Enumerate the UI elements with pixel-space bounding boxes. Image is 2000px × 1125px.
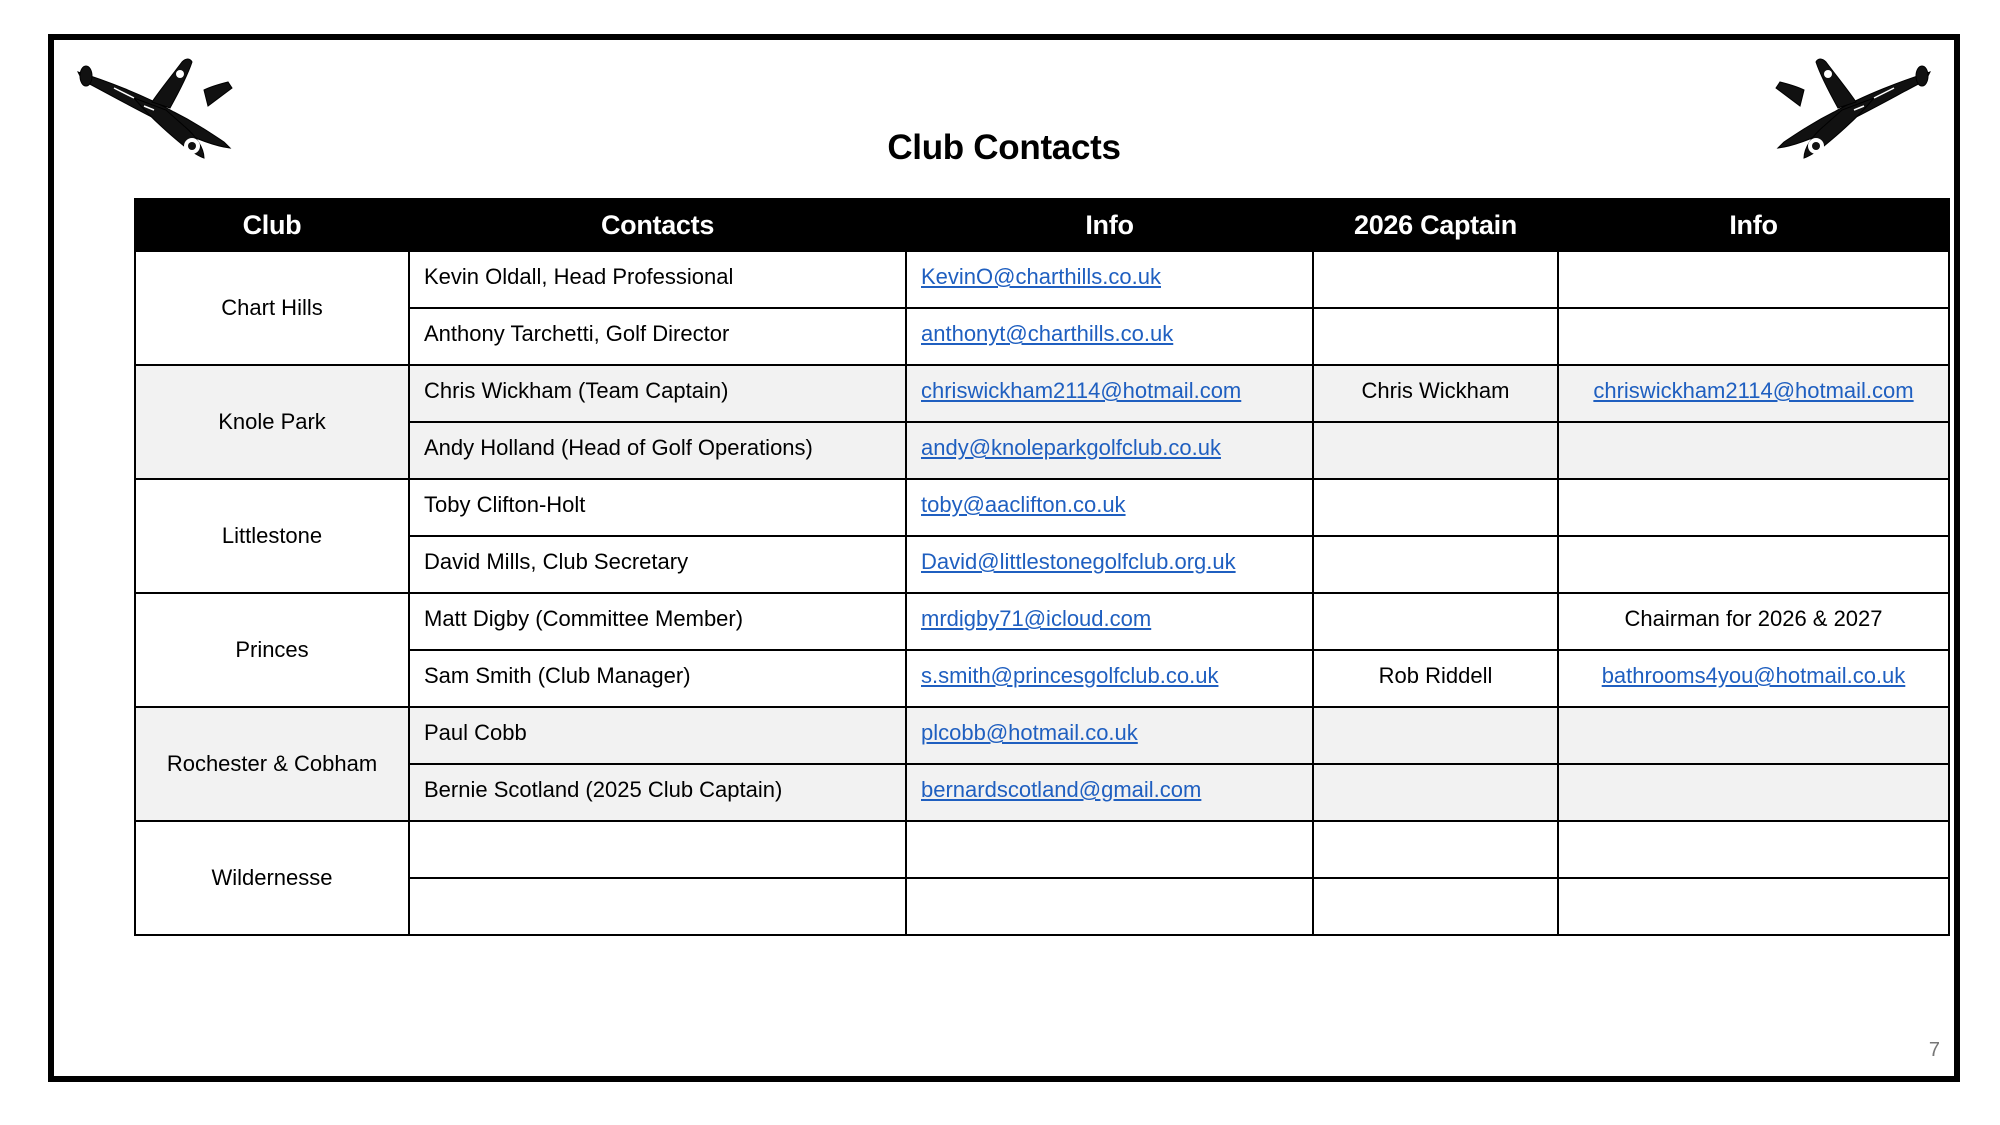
captain-cell [1313, 536, 1558, 593]
captain-cell [1313, 308, 1558, 365]
table-body [135, 251, 1949, 935]
header-captain: 2026 Captain [1313, 199, 1558, 251]
table-header-row [135, 199, 1949, 251]
captain-cell [1313, 707, 1558, 764]
header-captain-info: Info [1558, 199, 1949, 251]
page-title: Club Contacts [887, 128, 1121, 167]
table-row [135, 251, 1949, 308]
captain-info-cell [1558, 821, 1949, 878]
contact-email-link[interactable]: toby@aaclifton.co.uk [921, 492, 1126, 517]
captain-info-cell [1558, 650, 1949, 707]
club-name-cell: Rochester & Cobham [135, 707, 409, 821]
table-row [135, 479, 1949, 536]
contact-cell: Toby Clifton-Holt [409, 479, 906, 536]
captain-info-cell: Chairman for 2026 & 2027 [1558, 593, 1949, 650]
contact-cell: Kevin Oldall, Head Professional [409, 251, 906, 308]
captain-info-cell [1558, 878, 1949, 935]
contact-email-link[interactable]: plcobb@hotmail.co.uk [921, 720, 1138, 745]
captain-cell: Rob Riddell [1313, 650, 1558, 707]
contact-info-cell [906, 422, 1313, 479]
captain-info-cell [1558, 251, 1949, 308]
contact-cell: Paul Cobb [409, 707, 906, 764]
page-number: 7 [1928, 1039, 1940, 1061]
club-contacts-table [134, 198, 1950, 936]
header-club: Club [135, 199, 409, 251]
contact-cell: Anthony Tarchetti, Golf Director [409, 308, 906, 365]
contact-email-link[interactable]: chriswickham2114@hotmail.com [921, 378, 1242, 403]
contact-cell: Chris Wickham (Team Captain) [409, 365, 906, 422]
table-row [135, 707, 1949, 764]
captain-info-cell [1558, 764, 1949, 821]
contact-email-link[interactable]: andy@knoleparkgolfclub.co.uk [921, 435, 1221, 460]
captain-cell [1313, 251, 1558, 308]
contact-info-cell [906, 251, 1313, 308]
club-name-cell: Wildernesse [135, 821, 409, 935]
contact-info-cell [906, 479, 1313, 536]
captain-info-cell [1558, 365, 1949, 422]
club-name-cell: Chart Hills [135, 251, 409, 365]
page-frame [48, 34, 1960, 1082]
captain-cell [1313, 479, 1558, 536]
captain-info-cell [1558, 308, 1949, 365]
club-name-cell: Knole Park [135, 365, 409, 479]
contact-cell [409, 821, 906, 878]
contact-email-link[interactable]: anthonyt@charthills.co.uk [921, 321, 1174, 346]
header-contacts: Contacts [409, 199, 906, 251]
contact-cell: Sam Smith (Club Manager) [409, 650, 906, 707]
contact-info-cell [906, 878, 1313, 935]
captain-info-cell [1558, 707, 1949, 764]
captain-cell [1313, 764, 1558, 821]
captain-email-link[interactable]: bathrooms4you@hotmail.co.uk [1601, 663, 1906, 688]
contact-cell: Matt Digby (Committee Member) [409, 593, 906, 650]
table-row [135, 365, 1949, 422]
contact-info-cell [906, 764, 1313, 821]
contact-info-cell [906, 650, 1313, 707]
contact-info-cell [906, 536, 1313, 593]
table-row [135, 593, 1949, 650]
contact-info-cell [906, 365, 1313, 422]
contact-info-cell [906, 821, 1313, 878]
captain-info-cell [1558, 479, 1949, 536]
contact-cell: Andy Holland (Head of Golf Operations) [409, 422, 906, 479]
captain-info-cell [1558, 422, 1949, 479]
table-row [135, 821, 1949, 878]
captain-cell [1313, 422, 1558, 479]
contact-email-link[interactable]: bernardscotland@gmail.com [921, 777, 1202, 802]
captain-cell [1313, 593, 1558, 650]
contact-cell: Bernie Scotland (2025 Club Captain) [409, 764, 906, 821]
contact-info-cell [906, 308, 1313, 365]
contact-info-cell [906, 593, 1313, 650]
club-name-cell: Princes [135, 593, 409, 707]
contact-email-link[interactable]: KevinO@charthills.co.uk [921, 264, 1161, 289]
captain-cell: Chris Wickham [1313, 365, 1558, 422]
contact-cell: David Mills, Club Secretary [409, 536, 906, 593]
header-info: Info [906, 199, 1313, 251]
captain-cell [1313, 878, 1558, 935]
captain-info-cell [1558, 536, 1949, 593]
captain-cell [1313, 821, 1558, 878]
contact-email-link[interactable]: s.smith@princesgolfclub.co.uk [921, 663, 1219, 688]
captain-email-link[interactable]: chriswickham2114@hotmail.com [1593, 378, 1914, 403]
contact-email-link[interactable]: mrdigby71@icloud.com [921, 606, 1152, 631]
contact-cell [409, 878, 906, 935]
contact-email-link[interactable]: David@littlestonegolfclub.org.uk [921, 549, 1236, 574]
contact-info-cell [906, 707, 1313, 764]
club-name-cell: Littlestone [135, 479, 409, 593]
